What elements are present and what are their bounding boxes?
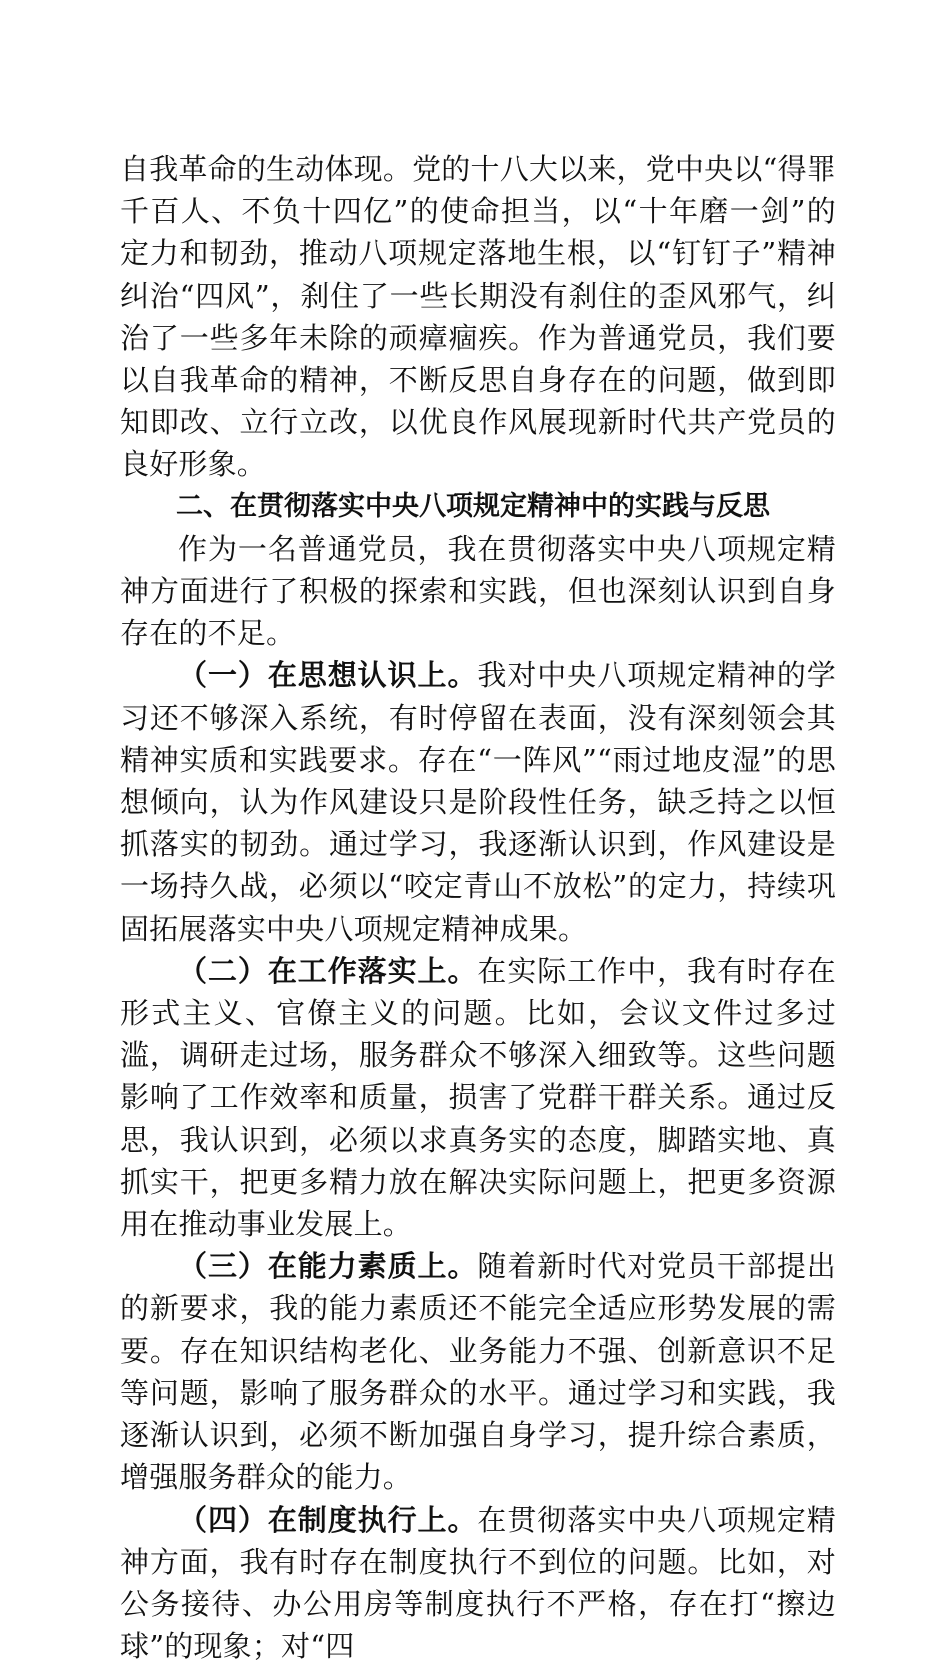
item-lead-4: （四）在制度执行上。	[178, 1503, 477, 1537]
section-intro: 作为一名普通党员，我在贯彻落实中央八项规定精神方面进行了积极的探索和实践，但也深刻认识到自身存在的不足。	[120, 528, 836, 655]
paragraph-continued: 自我革命的生动体现。党的十八大以来，党中央以“得罪千百人、不负十四亿”的使命担当，以“十年磨一剑”的定力和韧劲，推动八项规定落地生根，以“钉钉子”精神纠治“四风”，刹住了一些长期没有刹住的歪风邪气，纠治了一些多年未除的顽瘴痼疾。作为普通党员，我们要以自我革命的精神，不断反思自身存在的问题，做到即知即改、立行立改，以优良作风展现新时代共产党员的良好形象。	[120, 148, 836, 486]
item-paragraph-4	[120, 1499, 836, 1667]
item-text-3: 随着新时代对党员干部提出的新要求，我的能力素质还不能完全适应形势发展的需要。存在知识结构老化、业务能力不强、创新意识不足等问题，影响了服务群众的水平。通过学习和实践，我逐渐认识到，必须不断加强自身学习，提升综合素质，增强服务群众的能力。	[120, 1249, 836, 1494]
section-heading: 二、在贯彻落实中央八项规定精神中的实践与反思	[120, 486, 836, 528]
item-paragraph-2	[120, 950, 836, 1245]
item-lead-2: （二）在工作落实上。	[178, 954, 477, 988]
item-paragraph-1	[120, 654, 836, 949]
item-paragraph-3	[120, 1245, 836, 1498]
item-text-1: 我对中央八项规定精神的学习还不够深入系统，有时停留在表面，没有深刻领会其精神实质和实践要求。存在“一阵风”“雨过地皮湿”的思想倾向，认为作风建设只是阶段性任务，缺乏持之以恒抓落实的韧劲。通过学习，我逐渐认识到，作风建设是一场持久战，必须以“咬定青山不放松”的定力，持续巩固拓展落实中央八项规定精神成果。	[120, 658, 836, 945]
item-lead-3: （三）在能力素质上。	[178, 1249, 477, 1283]
item-text-4: 在贯彻落实中央八项规定精神方面，我有时存在制度执行不到位的问题。比如，对公务接待、办公用房等制度执行不严格，存在打“擦边球”的现象；对“四	[120, 1503, 836, 1664]
item-lead-1: （一）在思想认识上。	[178, 658, 477, 692]
document-body	[120, 148, 836, 1667]
item-text-2: 在实际工作中，我有时存在形式主义、官僚主义的问题。比如，会议文件过多过滥，调研走过场，服务群众不够深入细致等。这些问题影响了工作效率和质量，损害了党群干群关系。通过反思，我认识到，必须以求真务实的态度，脚踏实地、真抓实干，把更多精力放在解决实际问题上，把更多资源用在推动事业发展上。	[120, 954, 836, 1241]
